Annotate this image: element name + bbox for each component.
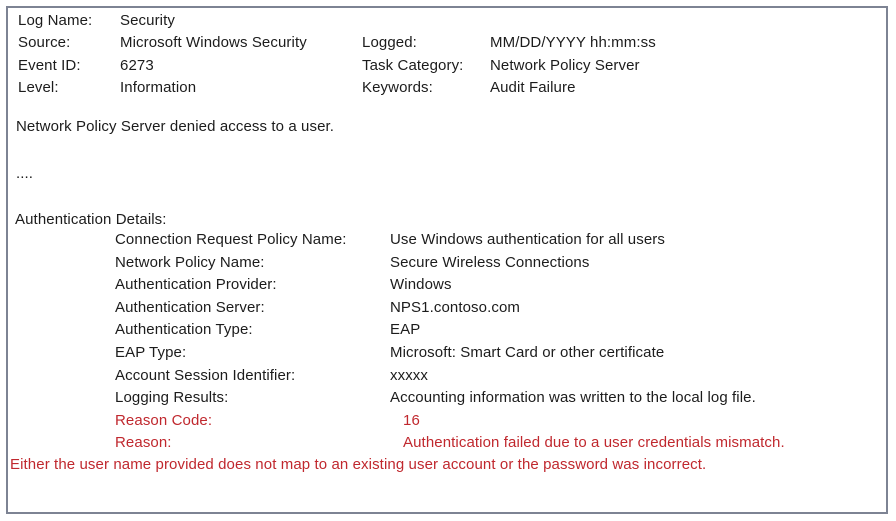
task-category-value: Network Policy Server [490, 56, 640, 74]
event-id-label: Event ID: [18, 56, 81, 74]
reason-value: Authentication failed due to a user credentials mismatch. [403, 434, 785, 452]
task-category-label: Task Category: [362, 56, 464, 74]
network-policy-name-label: Network Policy Name: [115, 253, 265, 271]
logged-value: MM/DD/YYYY hh:mm:ss [490, 34, 656, 52]
account-session-identifier-label: Account Session Identifier: [115, 366, 296, 384]
reason-explanation-text: Either the user name provided does not map to an existing user account or the password was incorrect. [10, 456, 707, 473]
detail-row-connection-request-policy [115, 229, 886, 252]
authentication-details-heading: Authentication Details: [15, 211, 167, 228]
header-row-level [18, 77, 882, 99]
detail-row-reason-code [115, 410, 886, 433]
header-row-event-id [18, 55, 882, 77]
detail-row-authentication-server [115, 297, 886, 320]
reason-code-value: 16 [403, 411, 420, 429]
level-value: Information [120, 79, 197, 97]
connection-request-policy-value: Use Windows authentication for all users [390, 231, 665, 248]
header-row-log-name [18, 10, 882, 32]
reason-code-label: Reason Code: [115, 411, 213, 429]
detail-row-authentication-type [115, 319, 886, 342]
logging-results-value: Accounting information was written to the local log file. [390, 389, 756, 407]
detail-row-eap-type [115, 342, 886, 365]
keywords-value: Audit Failure [490, 79, 576, 97]
eap-type-value: Microsoft: Smart Card or other certificate [390, 343, 665, 361]
reason-label: Reason: [115, 434, 172, 452]
connection-request-policy-label: Connection Request Policy Name: [115, 231, 347, 248]
authentication-server-value: NPS1.contoso.com [390, 298, 520, 316]
authentication-provider-label: Authentication Provider: [115, 276, 277, 294]
authentication-provider-value: Windows [390, 276, 452, 294]
account-session-identifier-value: xxxxx [390, 366, 428, 384]
event-header [18, 10, 882, 100]
detail-row-authentication-provider [115, 274, 886, 297]
logged-label: Logged: [362, 34, 417, 52]
event-description: Network Policy Server denied access to a user. [16, 118, 335, 135]
eap-type-label: EAP Type: [115, 343, 187, 361]
level-label: Level: [18, 79, 59, 97]
omitted-content-ellipsis: .... [16, 165, 34, 182]
detail-row-network-policy-name [115, 252, 886, 275]
keywords-label: Keywords: [362, 79, 433, 97]
header-row-source [18, 32, 882, 54]
authentication-type-label: Authentication Type: [115, 321, 253, 339]
authentication-server-label: Authentication Server: [115, 298, 265, 316]
event-id-value: 6273 [120, 56, 154, 74]
log-name-value: Security [120, 12, 175, 29]
detail-row-account-session-identifier [115, 365, 886, 388]
source-label: Source: [18, 34, 71, 52]
network-policy-name-value: Secure Wireless Connections [390, 253, 590, 271]
logging-results-label: Logging Results: [115, 389, 229, 407]
log-name-label: Log Name: [18, 12, 93, 29]
authentication-details-table [115, 229, 886, 455]
source-value: Microsoft Windows Security [120, 34, 307, 52]
authentication-type-value: EAP [390, 321, 421, 339]
detail-row-logging-results [115, 387, 886, 410]
detail-row-reason [115, 432, 886, 455]
